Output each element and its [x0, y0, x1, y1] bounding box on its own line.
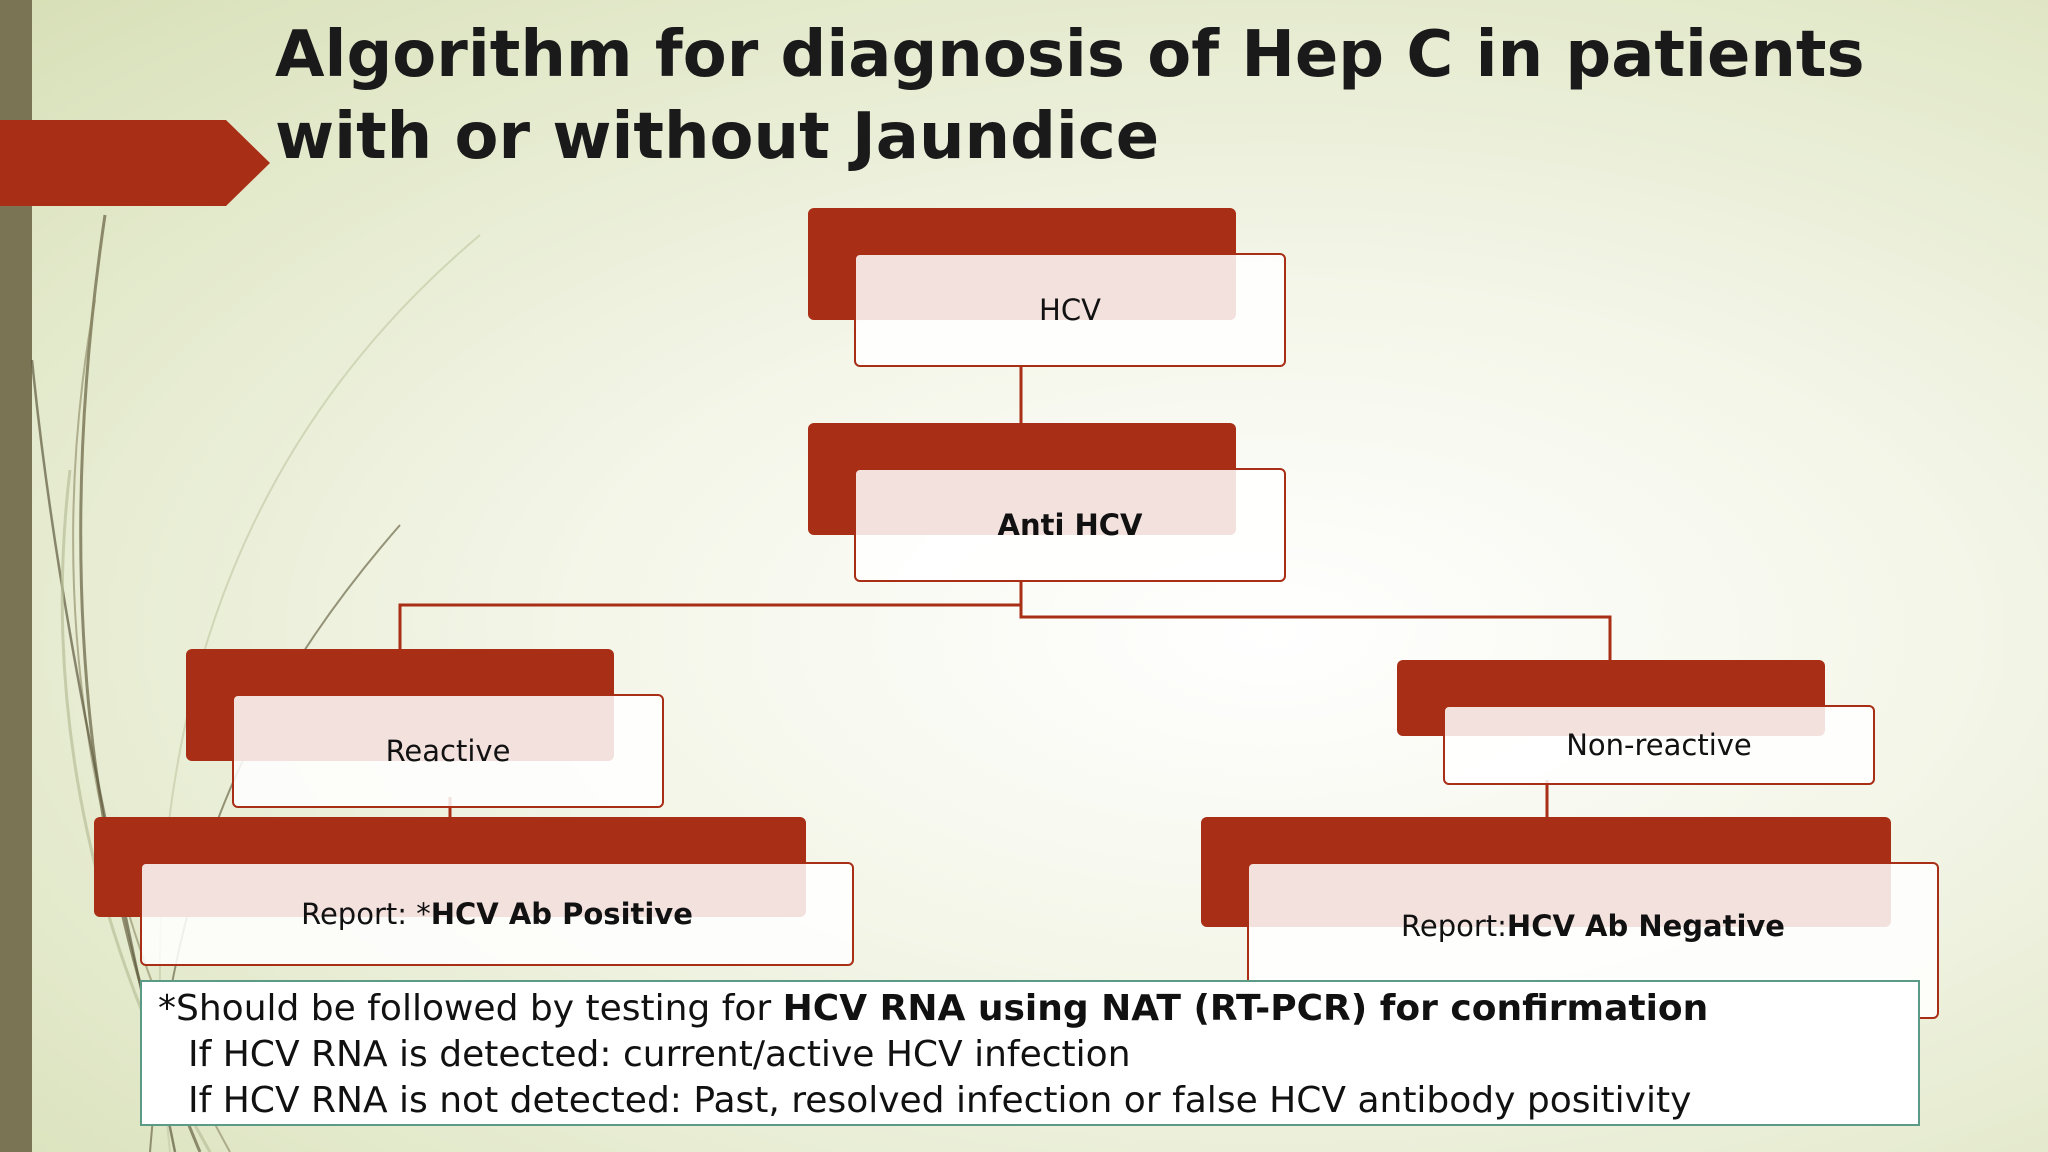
report-negative-value: HCV Ab Negative [1506, 909, 1785, 943]
report-positive-value: HCV Ab Positive [430, 897, 693, 931]
report-positive-prefix: Report: * [301, 897, 431, 931]
footnote-box [140, 980, 1920, 1126]
node-reactive-label: Reactive [385, 734, 511, 768]
footnote-line-3: If HCV RNA is not detected: Past, resolved infection or false HCV antibody positivity [188, 1080, 1692, 1121]
footnote-line-1-bold: HCV RNA using NAT (RT-PCR) for confirmation [782, 988, 1709, 1029]
slide-title: Algorithm for diagnosis of Hep C in patients with or without Jaundice [275, 18, 1865, 174]
footnote-line-1 [158, 986, 1918, 1032]
report-negative-prefix: Report: [1401, 909, 1507, 943]
footnote-line-2: If HCV RNA is detected: current/active HCV infection [188, 1034, 1131, 1075]
node-non-reactive-label: Non-reactive [1566, 728, 1752, 762]
footnote-line-1-prefix: *Should be followed by testing for [158, 988, 783, 1029]
node-anti-hcv-label: Anti HCV [997, 508, 1143, 542]
node-hcv-label: HCV [1039, 293, 1101, 327]
